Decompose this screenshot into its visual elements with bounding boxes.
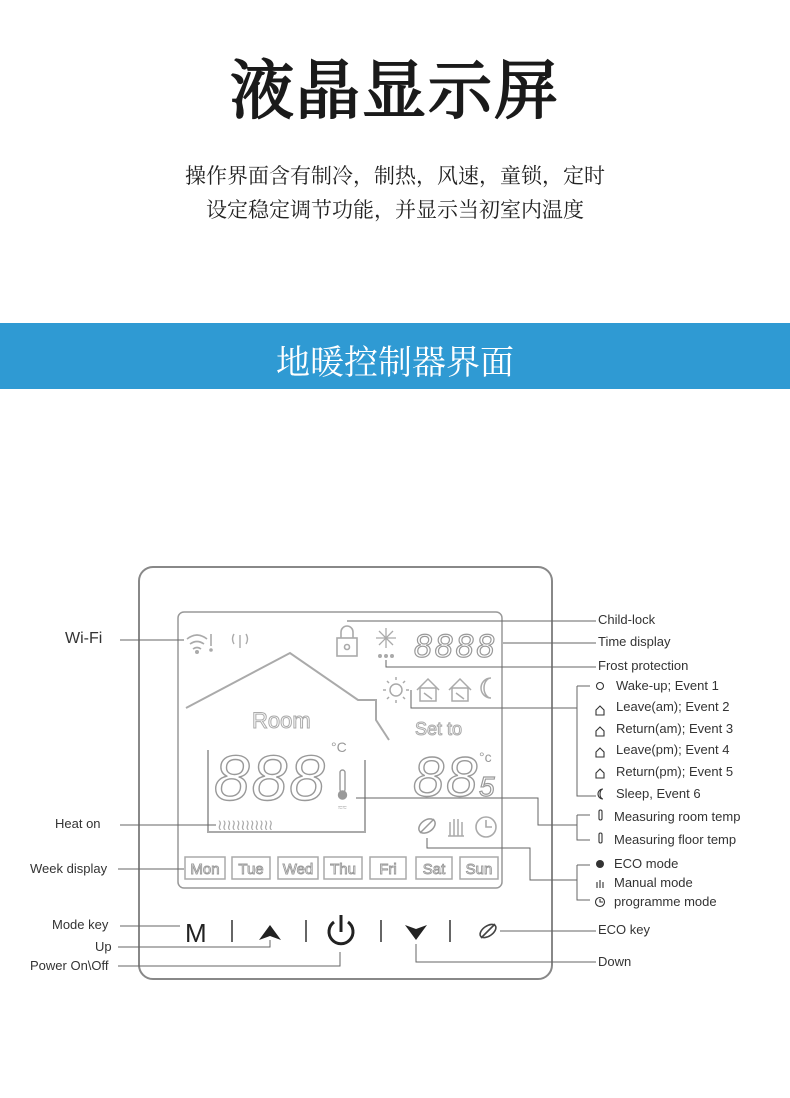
weekday-label: Fri <box>379 861 397 878</box>
label-wifi: Wi-Fi <box>65 630 103 647</box>
svg-text:≈≈: ≈≈ <box>338 803 347 812</box>
label-power: Power On\Off <box>30 958 109 973</box>
subtitle-line-1: 操作界面含有制冷，制热，风速，童锁，定时 <box>185 164 605 188</box>
label-programme-mode: programme mode <box>614 894 717 909</box>
weekday-label: Wed <box>282 861 314 878</box>
room-temp-unit: °C <box>331 739 347 755</box>
heat-on-symbols: ≀≀≀≀≀≀≀≀≀≀≀≀ <box>217 817 273 834</box>
room-temp-digits: 888 <box>214 742 327 814</box>
weekday-label: Sun <box>465 861 493 878</box>
set-to-label: Set to <box>415 719 463 739</box>
label-time-display: Time display <box>598 634 671 649</box>
weekday-label: Mon <box>190 861 220 878</box>
set-temp-unit: °c <box>479 749 492 765</box>
label-room-temp: Measuring room temp <box>614 809 741 824</box>
label-down: Down <box>598 954 632 969</box>
set-temp-digits: 88 <box>413 745 480 808</box>
set-temp-decimal: 5 <box>479 771 495 802</box>
label-manual-mode: Manual mode <box>614 875 693 890</box>
subtitle-line-2: 设定稳定调节功能，并显示当初室内温度 <box>206 198 584 222</box>
time-display: 8888 <box>414 628 498 664</box>
banner-title: 地暖控制器界面 <box>276 343 514 383</box>
label-event-6: Sleep, Event 6 <box>616 786 701 801</box>
label-week-display: Week display <box>30 861 108 876</box>
label-event-4: Leave(pm); Event 4 <box>616 742 730 757</box>
label-event-3: Return(am); Event 3 <box>616 721 734 736</box>
label-eco-mode: ECO mode <box>614 856 679 871</box>
weekday-label: Sat <box>422 861 446 878</box>
label-mode-key: Mode key <box>52 917 109 932</box>
label-event-1: Wake-up; Event 1 <box>616 678 719 693</box>
label-child-lock: Child-lock <box>598 612 656 627</box>
label-eco-key: ECO key <box>598 922 651 937</box>
label-floor-temp: Measuring floor temp <box>614 832 737 847</box>
week-display <box>185 857 498 879</box>
snowflake-icon <box>376 628 396 648</box>
weekday-label: Thu <box>330 861 356 878</box>
label-frost-protection: Frost protection <box>598 658 689 673</box>
frost-drops-icon <box>378 654 394 658</box>
weekday-label: Tue <box>238 861 264 878</box>
label-up: Up <box>95 939 112 954</box>
room-label: Room <box>252 708 311 733</box>
page-title: 液晶显示屏 <box>230 55 560 129</box>
label-event-5: Return(pm); Event 5 <box>616 764 734 779</box>
label-heat-on: Heat on <box>55 816 101 831</box>
mode-key[interactable]: M <box>185 918 207 948</box>
label-event-2: Leave(am); Event 2 <box>616 699 730 714</box>
